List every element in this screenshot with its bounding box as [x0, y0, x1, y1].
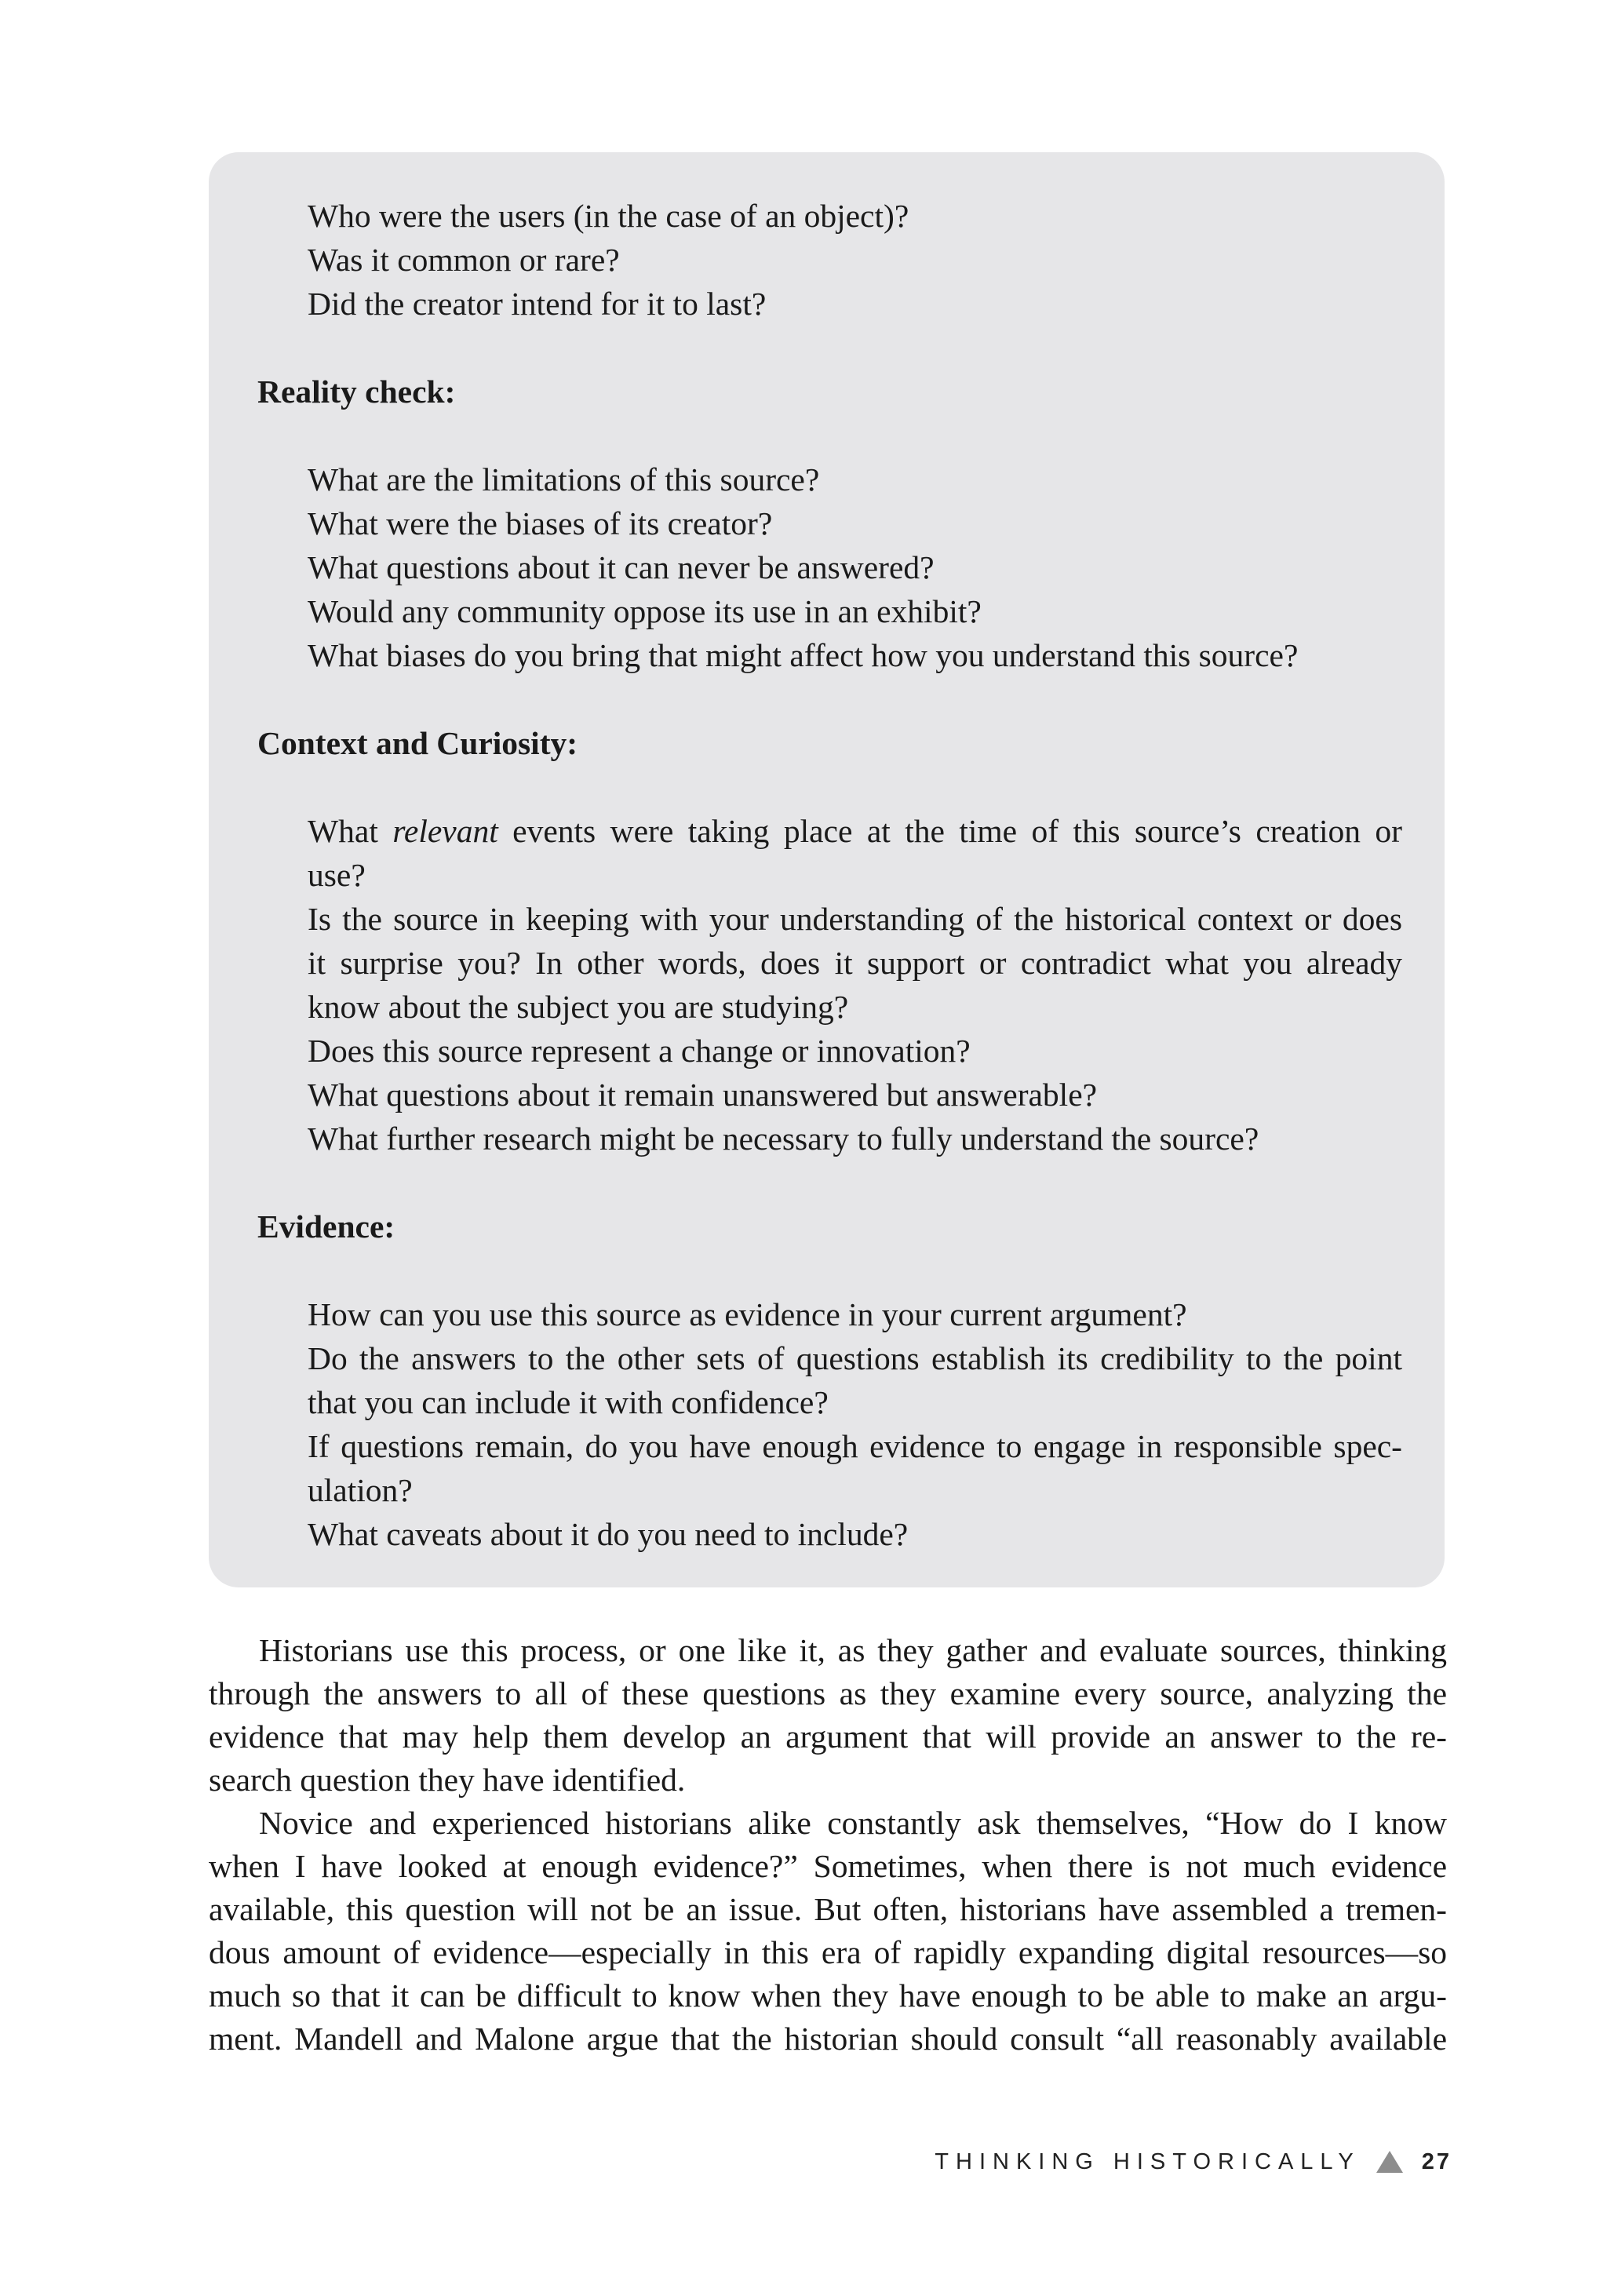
page-footer [934, 2142, 1452, 2181]
callout-question: that you can include it with confidence? [308, 1384, 829, 1420]
callout-question: Who were the users (in the case of an object)? [308, 198, 909, 234]
callout-question: ulation? [308, 1472, 413, 1508]
callout-question: Did the creator intend for it to last? [308, 286, 767, 322]
callout-question: What are the limitations of this source? [308, 461, 820, 497]
callout-question: know about the subject you are studying? [308, 989, 849, 1025]
callout-question: What questions about it can never be answered? [308, 549, 935, 585]
callout-question: What biases do you bring that might affect how you understand this source? [308, 637, 1299, 673]
page-number: 27 [1421, 2148, 1452, 2174]
triangle-icon [1376, 2151, 1403, 2173]
callout-question: Is the source in keeping with your understanding of the historical context or does [308, 901, 1402, 937]
body-text-line: Novice and experienced historians alike constantly ask themselves, “How do I know [259, 1805, 1447, 1841]
callout-question: use? [308, 857, 366, 893]
callout-question: If questions remain, do you have enough evidence to engage in responsible spec- [308, 1428, 1402, 1464]
callout-question: How can you use this source as evidence in your current argument? [308, 1296, 1187, 1332]
section-heading-evidence: Evidence: [257, 1208, 395, 1245]
callout-question: What were the biases of its creator? [308, 505, 773, 541]
body-text-line: much so that it can be difficult to know when they have enough to be able to make an argu- [209, 1977, 1447, 2014]
body-text-line: search question they have identified. [209, 1762, 686, 1798]
body-text-line: dous amount of evidence—especially in this era of rapidly expanding digital resources—so [209, 1934, 1447, 1970]
callout-question: Does this source represent a change or innovation? [308, 1033, 971, 1069]
body-text-line: ment. Mandell and Malone argue that the historian should consult “all reasonably available [209, 2021, 1447, 2057]
body-text-line: evidence that may help them develop an argument that will provide an answer to the re- [209, 1718, 1447, 1755]
callout-question: it surprise you? In other words, does it support or contradict what you already [308, 945, 1402, 981]
emphasis-relevant: relevant [392, 813, 498, 849]
callout-question: Would any community oppose its use in an exhibit? [308, 593, 982, 629]
callout-question: Was it common or rare? [308, 242, 620, 278]
section-heading-context-curiosity: Context and Curiosity: [257, 725, 578, 761]
body-text-line: available, this question will not be an issue. But often, historians have assembled a tremen- [209, 1891, 1447, 1927]
callout-question: What further research might be necessary to fully understand the source? [308, 1121, 1259, 1157]
callout-question [308, 809, 1402, 853]
question-text: events were taking place at the time of this source’s creation or [497, 813, 1402, 849]
body-text-line: through the answers to all of these questions as they examine every source, analyzing the [209, 1675, 1447, 1711]
running-head: THINKING HISTORICALLY [935, 2148, 1361, 2174]
section-heading-reality-check: Reality check: [257, 374, 456, 410]
callout-question: Do the answers to the other sets of questions establish its credibility to the point [308, 1340, 1402, 1376]
question-text: What [308, 813, 393, 849]
callout-question: What questions about it remain unanswered but answerable? [308, 1077, 1098, 1113]
body-text-line: when I have looked at enough evidence?” Sometimes, when there is not much evidence [209, 1848, 1447, 1884]
body-text-line: Historians use this process, or one like it, as they gather and evaluate sources, thinking [259, 1632, 1447, 1668]
callout-question: What caveats about it do you need to include? [308, 1516, 909, 1552]
